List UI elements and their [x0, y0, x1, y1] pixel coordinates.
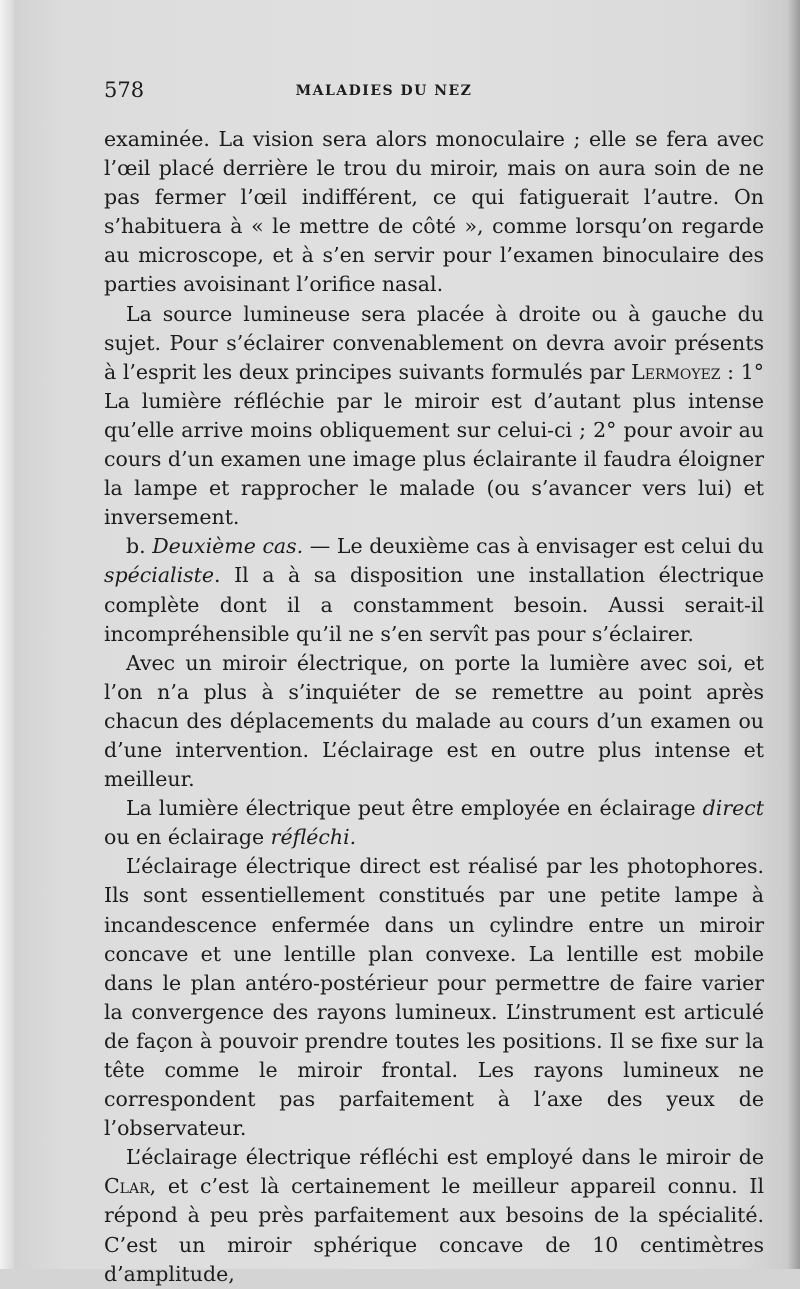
- author-name-clar: Clar: [104, 1174, 150, 1199]
- emphasis-specialiste: spécialiste: [104, 563, 215, 588]
- paragraph-5-text-b: ou en éclairage: [104, 825, 271, 850]
- author-name-lermoyez: Lermoyez: [631, 359, 721, 384]
- paragraph-3: [104, 532, 764, 648]
- paragraph-5-text-a: La lumière électrique peut être employée en éclairage: [126, 796, 703, 821]
- page-number: 578: [104, 78, 145, 102]
- paragraph-3-text-a: b.: [126, 534, 153, 559]
- emphasis-direct: direct: [702, 796, 764, 821]
- page-right-edge: [786, 0, 800, 1269]
- paragraph-2-text-a: La source lumineuse sera placée à droite ou à gauche du sujet. Pour s’éclairer convenablement on devra avoir présents à l’esprit les deux principes suivants formulés par: [104, 301, 764, 384]
- page-left-edge: [0, 0, 14, 1269]
- page-header: [104, 78, 764, 110]
- paragraph-7-text-a: L’éclairage électrique réfléchi est employé dans le miroir de: [126, 1145, 764, 1170]
- paragraph-6-text: L’éclairage électrique direct est réalisé par les photophores. Ils sont essentiellement constitués par une petite lampe à incandescence enfermée dans un cylindre entre un miroir concave et une lentille plan convexe. La lentille est mobile dans le plan antéro-postérieur pour permettre de faire varier la convergence des rayons lumineux. L’instrument est articulé de façon à pouvoir prendre toutes les positions. Il se fixe sur la tête comme le miroir frontal. Les rayons lumineux ne correspondent pas parfaitement à l’axe des yeux de l’observateur.: [104, 854, 764, 1141]
- paragraph-6: [104, 852, 764, 1143]
- body-text: [104, 125, 764, 1289]
- paragraph-1: [104, 125, 764, 300]
- paragraph-2-text-b: : 1° La lumière réfléchie par le miroir est d’autant plus intense qu’elle arrive moins obliquement sur celui-ci ; 2° pour avoir au cours d’un examen une image plus éclairante il faudra éloigner la lampe et rapprocher le malade (ou s’avancer vers lui) et inversement.: [104, 359, 764, 530]
- emphasis-reflechi: réfléchi.: [270, 825, 357, 850]
- section-heading-deuxieme-cas: Deuxième cas.: [152, 534, 304, 559]
- paragraph-7: [104, 1143, 764, 1288]
- paragraph-4-text: Avec un miroir électrique, on porte la lumière avec soi, et l’on n’a plus à s’inquiéter de se remettre au point après chacun des déplacements du malade au cours d’un examen ou d’une intervention. L’éclairage est en outre plus intense et meilleur.: [104, 650, 764, 792]
- paragraph-1-text: examinée. La vision sera alors monoculaire ; elle se fera avec l’œil placé derrière le trou du miroir, mais on aura soin de ne pas fermer l’œil indifférent, ce qui fatiguerait l’autre. On s’habituera à « le mettre de côté », comme lorsqu’on regarde au microscope, et à s’en servir pour l’examen binoculaire des parties avoisinant l’orifice nasal.: [104, 127, 764, 297]
- paragraph-5: [104, 794, 764, 852]
- running-title: MALADIES DU NEZ: [295, 83, 473, 99]
- paragraph-7-text-b: , et c’est là certainement le meilleur appareil connu. Il répond à peu près parfaitement aux besoins de la spécialité. C’est un miroir sphérique concave de 10 centimètres d’amplitude,: [104, 1174, 764, 1286]
- paragraph-4: [104, 649, 764, 794]
- paragraph-2: [104, 300, 764, 533]
- paragraph-3-text-b: — Le deuxième cas à envisager est celui du: [303, 534, 764, 559]
- paragraph-3-text-c: . Il a à sa disposition une installation électrique complète dont il a constamment besoin. Aussi serait-il incompréhensible qu’il ne s’en servît pas pour s’éclairer.: [104, 563, 764, 646]
